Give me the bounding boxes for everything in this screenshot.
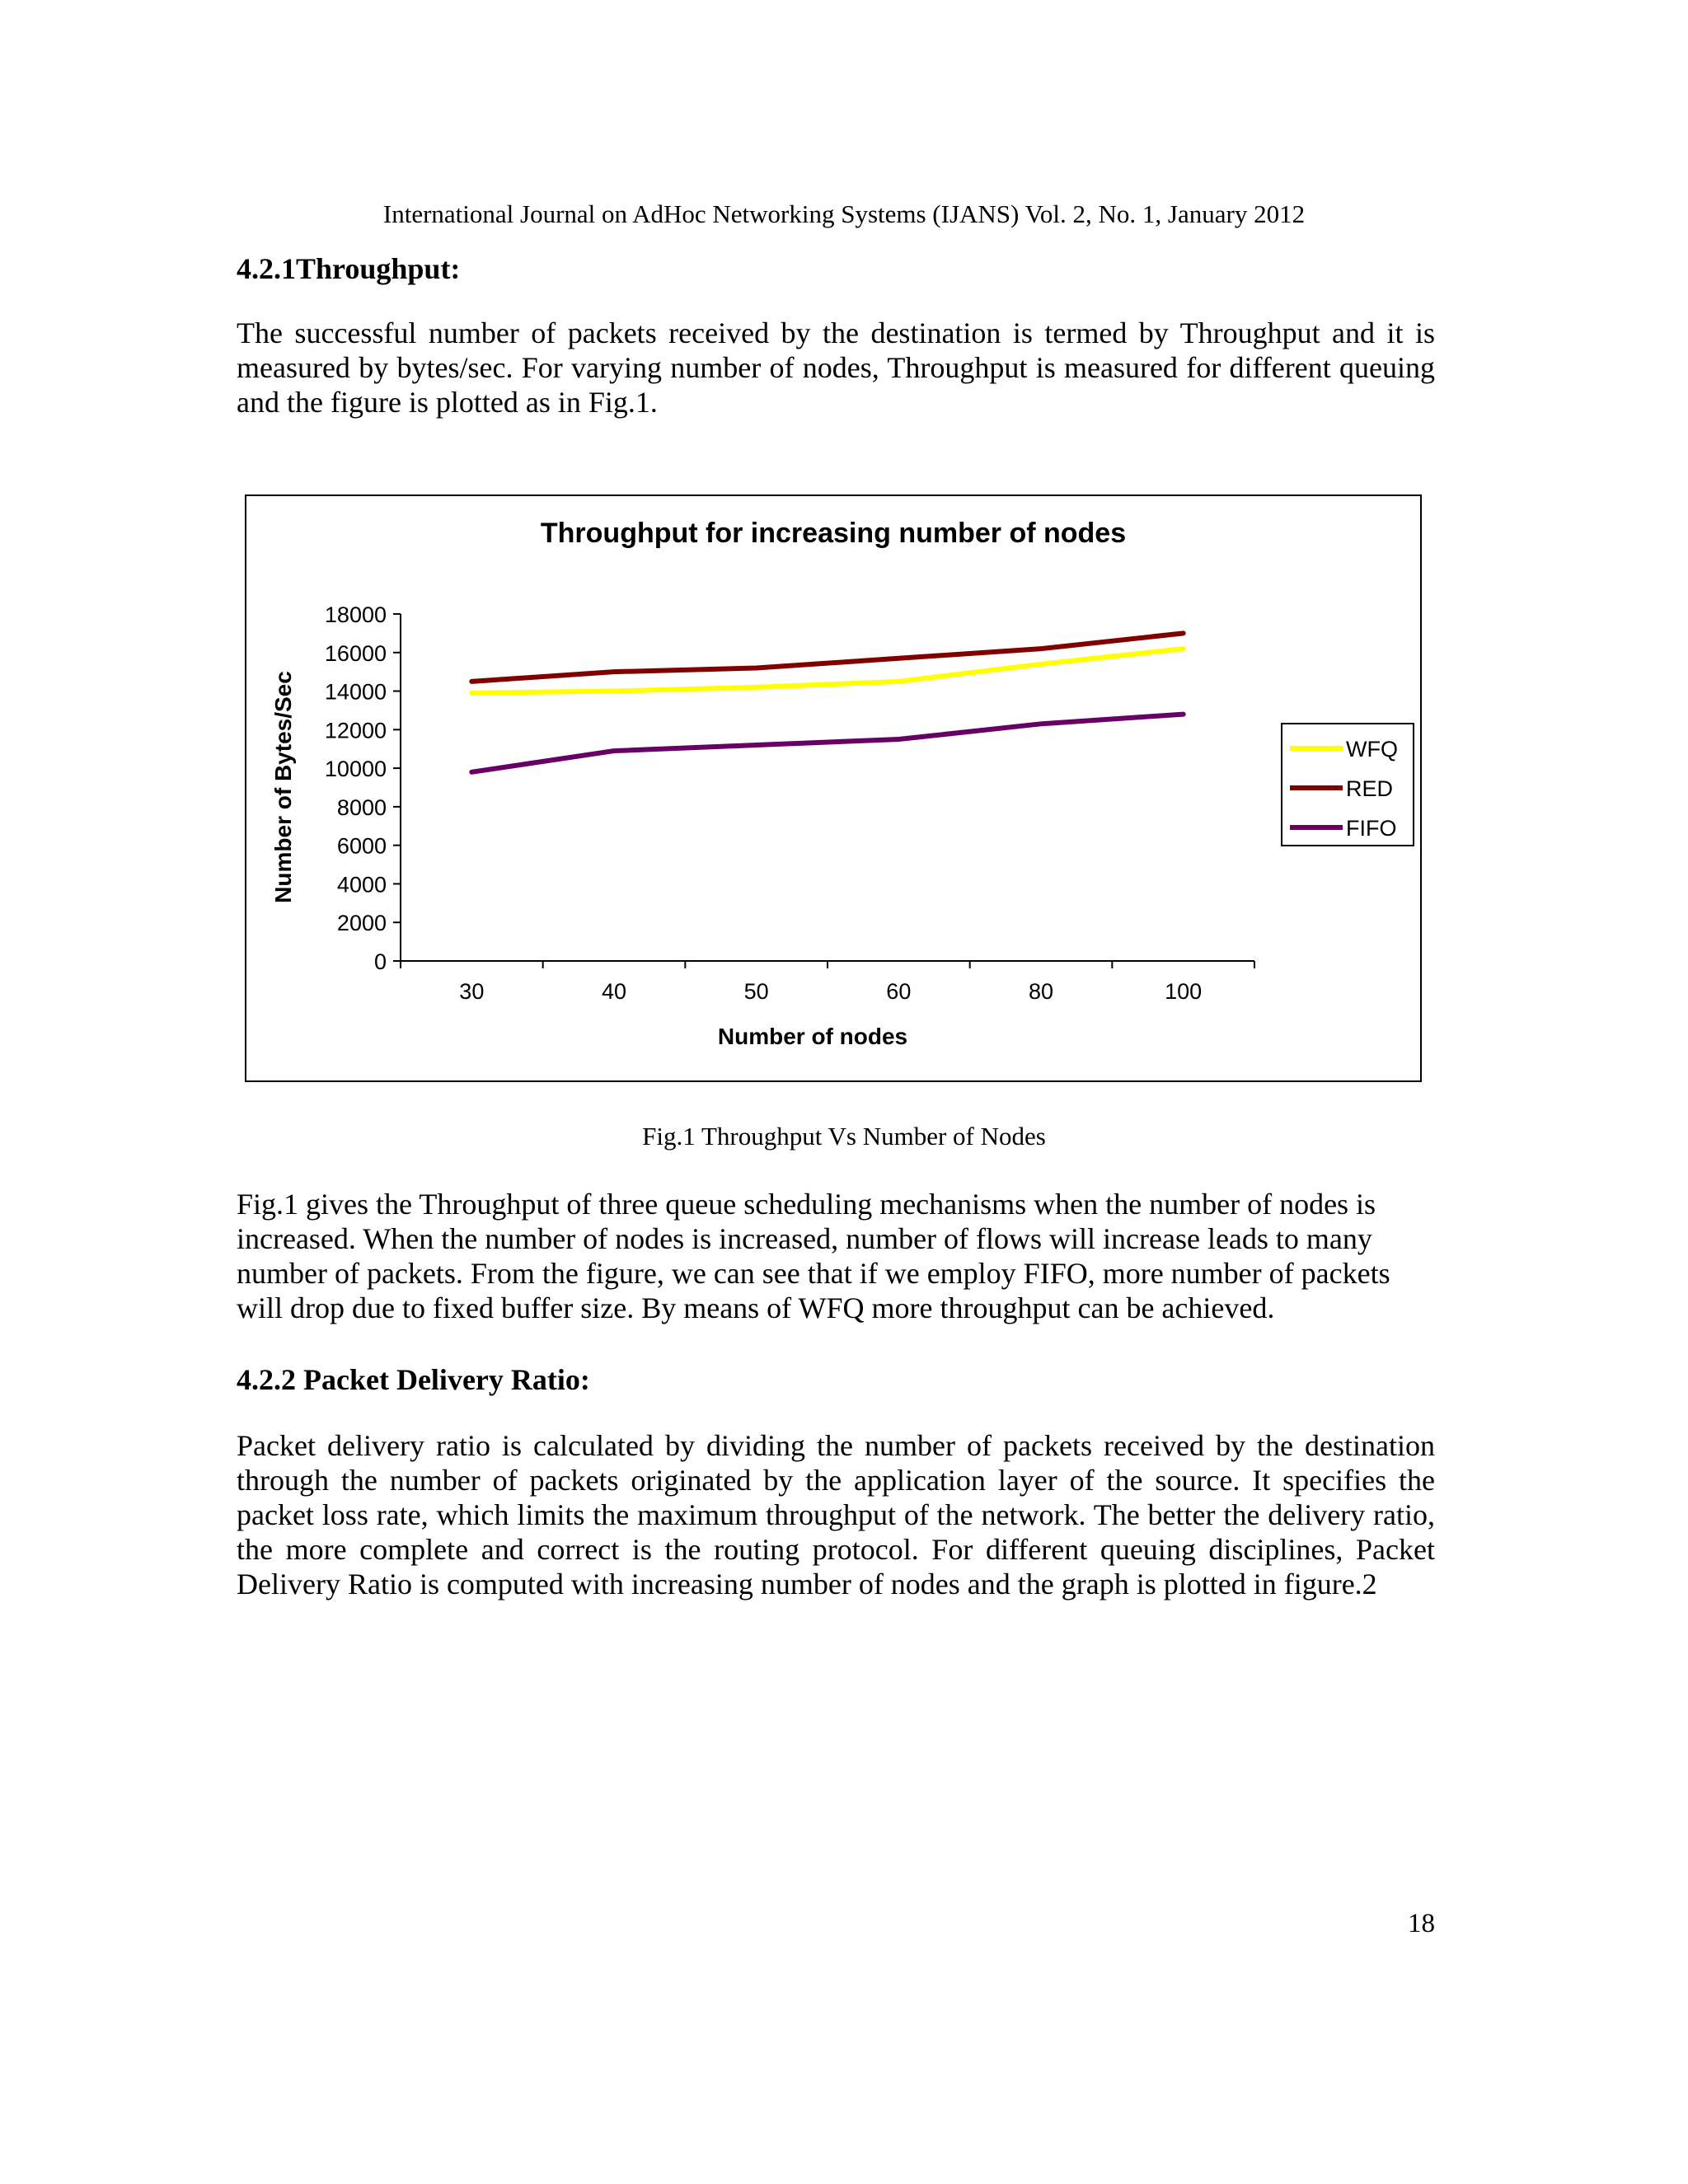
y-tick-label: 0 [373,949,387,974]
pdr-paragraph: Packet delivery ratio is calculated by dividing the number of packets received by the destination through the number of packets originated by the application layer of the source. It specifies the packet loss rate, which limits the maximum throughput of the network. The better the delivery ratio, the more complete and correct is the routing protocol. For different queuing disciplines, Packet Delivery Ratio is computed with increasing number of nodes and the graph is plotted in figure.2 [237,1429,1435,1601]
y-tick-label: 6000 [336,833,387,859]
legend-label-red: RED [1346,776,1394,801]
y-tick-label: 18000 [324,602,387,627]
y-tick-label: 14000 [324,679,387,705]
journal-header: International Journal on AdHoc Networking Systems (IJANS) Vol. 2, No. 1, January 2012 [382,199,1306,228]
figure-caption: Fig.1 Throughput Vs Number of Nodes [642,1122,1046,1151]
x-tick-label: 50 [743,979,769,1004]
section-heading-pdr: 4.2.2 Packet Delivery Ratio: [237,1363,590,1396]
x-tick-label: 80 [1028,979,1054,1004]
chart-title: Throughput for increasing number of nodes [540,518,1127,549]
legend-label-wfq: WFQ [1346,737,1398,762]
y-tick-label: 2000 [336,911,387,936]
y-axis-label: Number of Bytes/Sec [270,671,296,903]
y-tick-label: 12000 [324,718,387,743]
x-tick-label: 30 [459,979,485,1004]
analysis-paragraph: Fig.1 gives the Throughput of three queue scheduling mechanisms when the number of nodes is increased. When the number of nodes is increased, number of flows will increase leads to many number of packets. From the figure, we can see that if we employ FIFO, more number of packets will drop due to fixed buffer size. By means of WFQ more throughput can be achieved. [237,1188,1390,1324]
y-tick-label: 10000 [324,757,387,782]
throughput-chart-svg [246,496,1420,1080]
section-heading-throughput: 4.2.1Throughput: [237,252,461,285]
series-line-wfq [471,649,1183,693]
page-number: 18 [1408,1909,1435,1938]
legend-label-fifo: FIFO [1346,816,1397,841]
y-tick-label: 16000 [324,640,387,666]
y-tick-label: 8000 [336,794,387,820]
series-line-red [471,633,1183,681]
x-tick-label: 100 [1165,979,1203,1004]
x-tick-label: 60 [886,979,912,1004]
series-line-fifo [471,715,1183,772]
y-tick-label: 4000 [336,872,387,898]
throughput-chart [245,494,1422,1082]
x-axis-label: Number of nodes [717,1024,908,1049]
x-tick-label: 40 [601,979,627,1004]
throughput-paragraph: The successful number of packets received by the destination is termed by Throughput and it is measured by bytes/sec. For varying number of nodes, Throughput is measured for different queuing and the figure is plotted as in Fig.1. [237,316,1435,419]
